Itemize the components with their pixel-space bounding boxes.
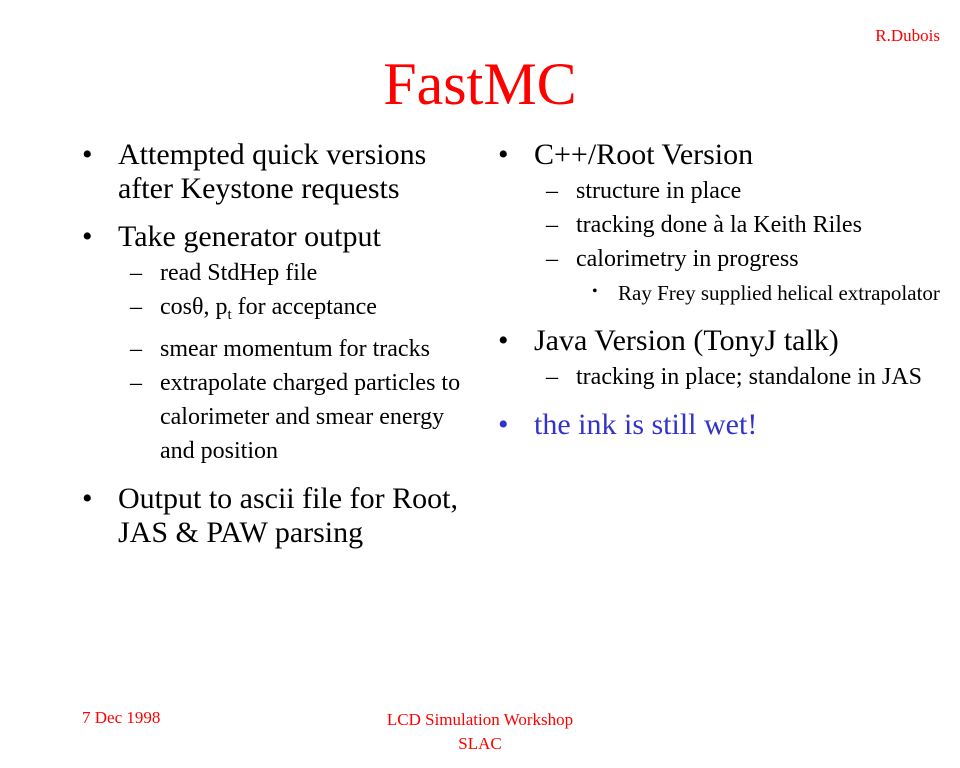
sub-bullet-item [534,208,946,242]
acceptance-text: for acceptance [231,294,377,320]
dash-icon: – [546,364,558,390]
bullet-icon: • [498,324,509,357]
bullet-item [496,324,946,394]
sub-sub-bullet-item [576,276,946,310]
sub-bullet-text: tracking in place; standalone in JAS [576,364,922,390]
bullet-item [80,482,480,550]
bullet-item [80,138,480,206]
bullet-item [80,220,480,468]
dash-icon: – [130,336,142,362]
sub-bullet-item [118,256,480,290]
bullet-item [496,138,946,310]
cos-theta-text: cosθ, p [160,294,228,320]
footer-place: SLAC [458,734,502,753]
bullet-icon: • [82,482,93,515]
subscript-t: t [227,307,232,323]
bullet-icon: • [592,283,598,300]
bullet-text: Take generator output [118,220,381,253]
sub-bullet-text [160,290,480,332]
sub-bullet-item [534,174,946,208]
sub-bullet-item [118,290,480,332]
dash-icon: – [130,370,142,396]
sub-bullet-text: extrapolate charged particles to calorimeter and smear energy and position [160,370,461,464]
bullet-icon: • [498,138,509,171]
sub-sub-bullet-text: Ray Frey supplied helical extrapolator [618,281,940,305]
highlight-text: the ink is still wet! [534,408,758,441]
dash-icon: – [130,294,142,320]
sub-bullet-item [118,366,480,468]
footer-event [360,708,600,756]
sub-bullet-text: structure in place [576,178,742,204]
left-column [80,138,480,564]
bullet-text: C++/Root Version [534,138,754,171]
bullet-text: Java Version (TonyJ talk) [534,324,839,357]
sub-bullet-text: calorimetry in progress [576,246,799,272]
sub-bullet-item [118,332,480,366]
sub-bullet-text: read StdHep file [160,260,318,286]
sub-bullet-text: smear momentum for tracks [160,336,430,362]
author-name: R.Dubois [875,26,940,45]
footer-workshop: LCD Simulation Workshop [386,710,574,729]
sub-bullet-item [534,242,946,310]
right-column [496,138,946,456]
highlight-bullet-item [496,408,946,442]
dash-icon: – [130,260,142,286]
bullet-text: Attempted quick versions after Keystone requests [118,138,427,205]
sub-bullet-text: tracking done à la Keith Riles [576,212,862,238]
bullet-text: Output to ascii file for Root, JAS & PAW parsing [118,482,458,549]
dash-icon: – [546,246,558,272]
sub-bullet-item [534,360,946,394]
bullet-icon: • [498,408,509,441]
bullet-icon: • [82,220,93,253]
dash-icon: – [546,178,558,204]
bullet-icon: • [82,138,93,171]
dash-icon: – [546,212,558,238]
footer-date: 7 Dec 1998 [82,708,161,727]
slide-title: FastMC [383,51,577,117]
